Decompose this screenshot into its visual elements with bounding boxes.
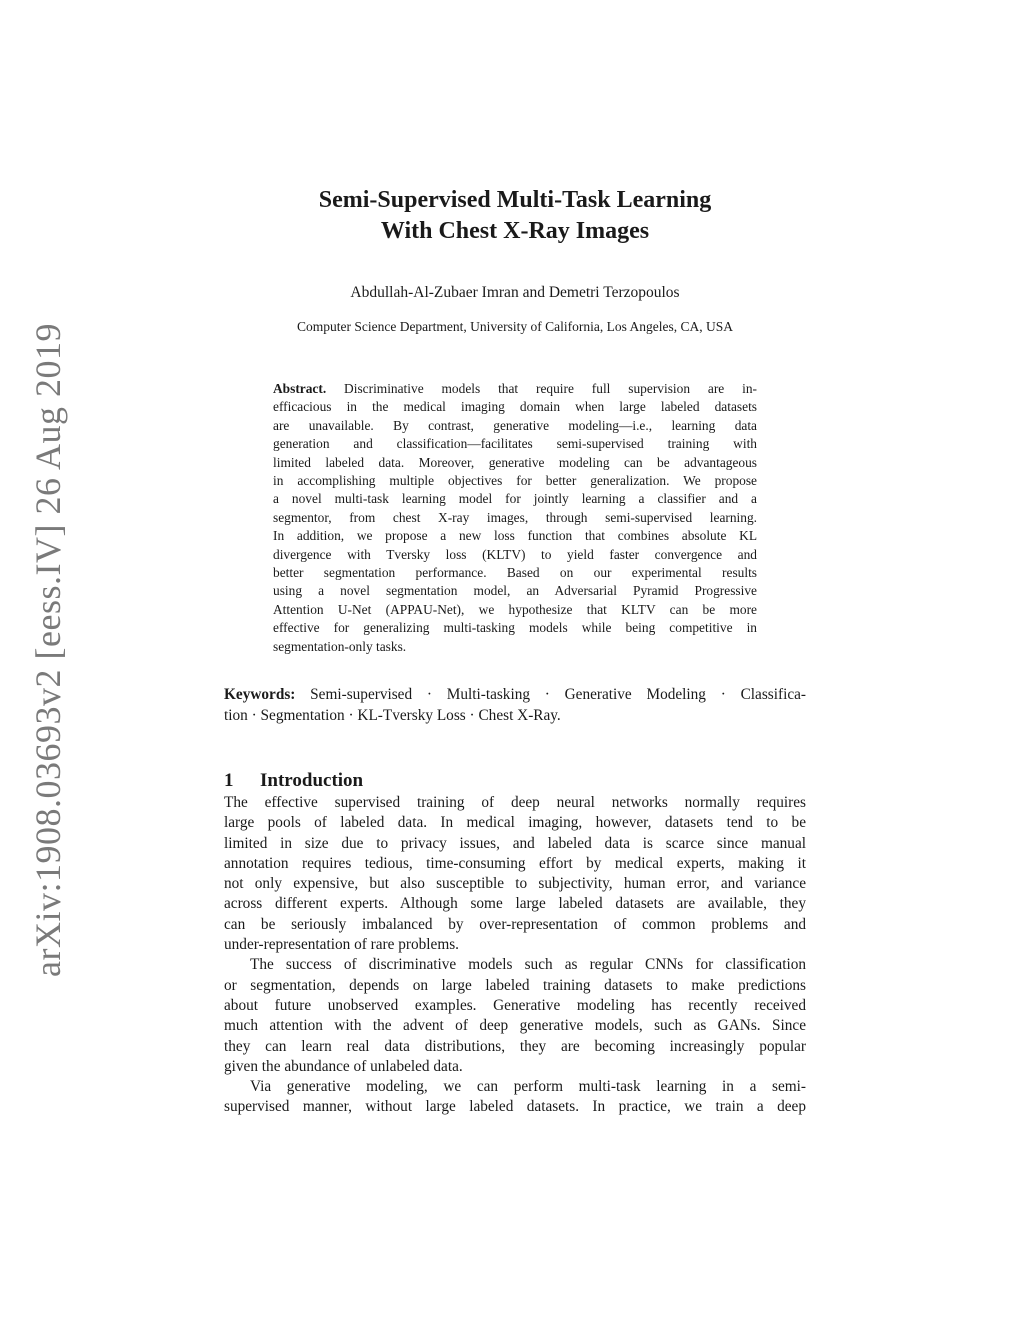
body-line: they can learn real data distributions, they are becoming increasingly popular [224, 1037, 806, 1055]
abstract-line: better segmentation performance. Based on our experimental results [273, 565, 757, 581]
paper-title-line-2: With Chest X-Ray Images [380, 218, 650, 244]
keywords-label: Keywords: [224, 686, 296, 703]
abstract-block [273, 380, 757, 656]
abstract-line: a novel multi-task learning model for jointly learning a classifier and a [273, 491, 757, 507]
body-line: The success of discriminative models such as regular CNNs for classification [250, 956, 806, 974]
abstract-line: segmentor, from chest X-ray images, through semi-supervised learning. [273, 509, 757, 525]
paper-authors: Abdullah-Al-Zubaer Imran and Demetri Terzopoulos [350, 284, 680, 301]
body-line: can be seriously imbalanced by over-representation of common problems and [224, 915, 806, 933]
paper-title [224, 185, 806, 247]
abstract-label: Abstract. [273, 381, 327, 396]
keywords-line: tion · Segmentation · KL-Tversky Loss · Chest X-Ray. [224, 706, 561, 724]
abstract-line: are unavailable. By contrast, generative modeling—i.e., learning data [273, 417, 757, 433]
body-line: limited in size due to privacy issues, and labeled data is scarce since manual [224, 834, 806, 852]
arxiv-identifier-stamp [28, 323, 69, 977]
abstract-line: generation and classification—facilitates semi-supervised training with [273, 436, 757, 452]
body-line: given the abundance of unlabeled data. [224, 1057, 463, 1075]
keywords-line [224, 685, 806, 706]
section-heading-introduction [224, 769, 363, 793]
arxiv-identifier-text: arXiv:1908.03693v2 [eess.IV] 26 Aug 2019 [28, 323, 69, 977]
body-line: The effective supervised training of deep neural networks normally requires [224, 794, 806, 811]
paragraph-1 [224, 793, 806, 955]
keywords-block [224, 685, 806, 726]
paragraph-2 [224, 955, 806, 1077]
body-line: annotation requires tedious, time-consuming effort by medical experts, making it [224, 854, 806, 872]
body-line: under-representation of rare problems. [224, 936, 459, 954]
abstract-line: in accomplishing multiple objectives for better generalization. We propose [273, 473, 757, 489]
body-line: Via generative modeling, we can perform multi-task learning in a semi- [250, 1078, 806, 1096]
section-title: Introduction [260, 769, 364, 791]
body-line: not only expensive, but also susceptible to subjectivity, human error, and variance [224, 875, 806, 893]
abstract-line: In addition, we propose a new loss function that combines absolute KL [273, 528, 757, 544]
body-line: supervised manner, without large labeled datasets. In practice, we train a deep [224, 1098, 806, 1116]
keywords-line-text: Semi-supervised · Multi-tasking · Generative Modeling · Classifica- [295, 686, 806, 703]
paragraph-3 [224, 1077, 806, 1118]
abstract-line [273, 380, 757, 398]
abstract-line: segmentation-only tasks. [273, 638, 407, 654]
abstract-line-text: Discriminative models that require full supervision are in- [326, 381, 757, 396]
introduction-body [224, 793, 806, 1118]
paper-affiliation: Computer Science Department, University of California, Los Angeles, CA, USA [296, 319, 734, 334]
abstract-line: limited labeled data. Moreover, generative modeling can be advantageous [273, 454, 757, 470]
abstract-line: using a novel segmentation model, an Adversarial Pyramid Progressive [273, 583, 757, 599]
abstract-line: efficacious in the medical imaging domain when large labeled datasets [273, 399, 757, 415]
body-line: or segmentation, depends on large labeled training datasets to make predictions [224, 976, 806, 994]
abstract-line: Attention U-Net (APPAU-Net), we hypothesize that KLTV can be more [273, 601, 757, 617]
body-line: about future unobserved examples. Generative modeling has recently received [224, 996, 806, 1014]
body-line: large pools of labeled data. In medical imaging, however, datasets tend to be [224, 814, 806, 832]
body-line: across different experts. Although some large labeled datasets are available, they [224, 895, 806, 913]
abstract-line: effective for generalizing multi-tasking models while being competitive in [273, 620, 757, 636]
paper-title-line-1: Semi-Supervised Multi-Task Learning [318, 187, 712, 213]
section-number: 1 [224, 769, 234, 791]
abstract-line: divergence with Tversky loss (KLTV) to yield faster convergence and [273, 546, 757, 562]
body-line: much attention with the advent of deep generative models, such as GANs. Since [224, 1017, 806, 1035]
